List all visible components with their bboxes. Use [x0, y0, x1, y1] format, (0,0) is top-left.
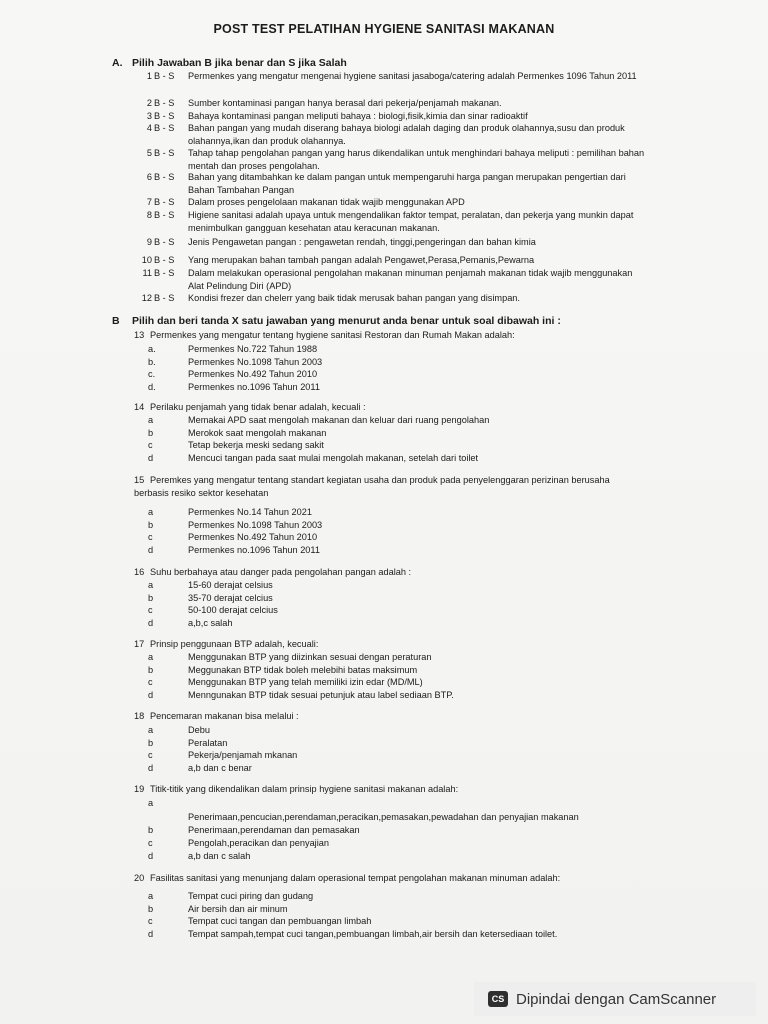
camscanner-text: Dipindai dengan CamScanner: [516, 990, 717, 1008]
option-letter: b.: [148, 356, 156, 367]
answer-option[interactable]: [148, 519, 628, 532]
answer-option[interactable]: [148, 689, 628, 702]
question-stem: [134, 566, 634, 579]
answer-option[interactable]: [148, 850, 628, 863]
option-letter: d: [148, 544, 154, 555]
option-letter: a: [148, 652, 154, 662]
option-letter: d: [148, 617, 154, 628]
option-letter: c: [148, 440, 153, 451]
option-text: Permenkes No.1098 Tahun 2003: [188, 519, 323, 530]
question-text: Peremkes yang mengatur tentang standart kegiatan usaha dan produk pada penyelenggaran perizinan berusaha berbasis resiko sektor kesehatan: [134, 475, 610, 498]
option-text: 15-60 derajat celsius: [188, 580, 273, 590]
true-false-item: [136, 70, 646, 83]
answer-option[interactable]: [148, 592, 628, 605]
option-letter: c: [148, 532, 153, 543]
answer-choice-bs: B - S: [154, 123, 175, 133]
answer-option[interactable]: [148, 797, 628, 810]
option-text: Merokok saat mengolah makanan: [188, 427, 327, 438]
true-false-item: [136, 122, 646, 147]
option-letter: d: [148, 762, 154, 773]
question-number: 16: [134, 567, 145, 577]
answer-option[interactable]: [148, 762, 628, 775]
answer-choice-bs: B - S: [154, 111, 175, 121]
question-stem: [134, 710, 634, 723]
option-text: Mencuci tangan pada saat mulai mengolah makanan, setelah dari toilet: [188, 452, 479, 463]
answer-option[interactable]: [148, 749, 628, 762]
option-letter: c: [148, 838, 153, 848]
question-stem: [134, 474, 634, 499]
option-letter: d: [148, 851, 154, 861]
item-number: 9: [146, 237, 152, 247]
true-false-item: [136, 171, 646, 196]
true-false-item: [136, 254, 646, 267]
answer-option[interactable]: [148, 664, 628, 677]
statement-text: Tahap tahap pengolahan pangan yang harus dikendalikan untuk menghindari bahaya meliputi : pemilihan bahan mentah dan proses pengolahan.: [188, 148, 645, 171]
answer-option[interactable]: [148, 651, 628, 664]
question-number: 20: [134, 873, 145, 883]
option-letter: a: [148, 580, 154, 590]
true-false-item: [136, 236, 646, 249]
answer-option[interactable]: [148, 737, 628, 750]
option-letter: d.: [148, 381, 156, 392]
option-letter: b: [148, 519, 154, 530]
option-letter: d: [148, 452, 154, 463]
option-letter: b: [148, 592, 154, 603]
question-text: Pencemaran makanan bisa melalui :: [150, 711, 299, 721]
page-title: POST TEST PELATIHAN HYGIENE SANITASI MAKANAN: [213, 22, 555, 36]
answer-option[interactable]: [148, 890, 628, 903]
section-a-title: Pilih Jawaban B jika benar dan S jika Salah: [132, 57, 347, 69]
question-number: 13: [134, 330, 145, 340]
question-number: 14: [134, 402, 145, 412]
section-b-heading: [112, 315, 561, 327]
statement-text: Permenkes yang mengatur mengenai hygiene sanitasi jasaboga/catering adalah Permenkes 1096 Tahun 2011: [188, 71, 637, 81]
question-text: Permenkes yang mengatur tentang hygiene sanitasi Restoran dan Rumah Makan adalah:: [150, 330, 515, 340]
option-text: Meggunakan BTP tidak boleh melebihi batas maksimum: [188, 664, 418, 675]
answer-option[interactable]: [148, 604, 628, 617]
answer-choice-bs: B - S: [154, 255, 175, 265]
item-number: 2: [146, 98, 152, 108]
statement-text: Dalam melakukan operasional pengolahan makanan minuman penjamah makanan tidak wajib menggunakan Alat Pelindung Diri (APD): [188, 268, 633, 291]
option-text: 50-100 derajat celcius: [188, 605, 278, 616]
item-number: 8: [146, 210, 152, 220]
option-letter: a: [148, 415, 154, 425]
option-text: Pengolah,peracikan dan penyajian: [188, 838, 329, 848]
answer-choice-bs: B - S: [154, 98, 175, 108]
answer-choice-bs: B - S: [154, 71, 175, 81]
option-text: Penerimaan,perendaman dan pemasakan: [188, 825, 360, 835]
answer-option[interactable]: [148, 531, 628, 544]
question-text: Perilaku penjamah yang tidak benar adalah, kecuali :: [150, 402, 366, 412]
answer-option[interactable]: [148, 579, 628, 592]
answer-option[interactable]: [148, 724, 628, 737]
option-letter: c: [148, 750, 153, 761]
option-text: a,b dan c benar: [188, 762, 252, 773]
option-letter: b: [148, 664, 154, 675]
statement-text: Yang merupakan bahan tambah pangan adalah Pengawet,Perasa,Pemanis,Pewarna: [188, 255, 535, 265]
answer-option[interactable]: [148, 356, 628, 369]
statement-text: Sumber kontaminasi pangan hanya berasal dari pekerja/penjamah makanan.: [188, 98, 502, 108]
answer-option[interactable]: [148, 915, 628, 928]
option-text: Memakai APD saat mengolah makanan dan keluar dari ruang pengolahan: [188, 415, 490, 425]
statement-text: Bahan yang ditambahkan ke dalam pangan untuk mempengaruhi harga pangan merupakan pengertian dari Bahan Tambahan Pangan: [188, 172, 626, 195]
option-text: Peralatan: [188, 737, 228, 748]
option-letter: c: [148, 677, 153, 688]
section-a-label: A.: [112, 57, 123, 69]
question-number: 15: [134, 475, 145, 485]
option-letter: d: [148, 928, 154, 939]
true-false-item: [136, 267, 646, 292]
item-number: 10: [141, 255, 152, 265]
item-number: 6: [146, 172, 152, 182]
answer-choice-bs: B - S: [154, 293, 175, 303]
answer-option[interactable]: [148, 368, 628, 381]
answer-option[interactable]: [148, 427, 628, 440]
question-number: 19: [134, 784, 145, 794]
statement-text: Bahaya kontaminasi pangan meliputi bahaya : biologi,fisik,kimia dan sinar radioaktif: [188, 111, 528, 121]
option-letter: a: [148, 725, 154, 735]
option-text: Permenkes No.492 Tahun 2010: [188, 369, 318, 380]
option-letter: a: [148, 798, 154, 808]
option-letter: d: [148, 689, 154, 700]
item-number: 4: [146, 123, 152, 133]
option-text: Permenkes No.14 Tahun 2021: [188, 507, 312, 517]
true-false-item: [136, 196, 646, 209]
statement-text: Bahan pangan yang mudah diserang bahaya biologi adalah daging dan produk olahannya,susu dan produk olahannya,ikan dan produk olahannya.: [188, 123, 625, 146]
option-letter: b: [148, 427, 154, 438]
option-text: Debu: [188, 725, 210, 735]
option-letter: b: [148, 825, 154, 835]
question-number: 18: [134, 711, 145, 721]
statement-text: Jenis Pengawetan pangan : pengawetan rendah, tinggi,pengeringan dan bahan kimia: [188, 237, 536, 247]
statement-text: Dalam proses pengelolaan makanan tidak wajib menggunakan APD: [188, 197, 465, 207]
question-stem: [134, 872, 634, 885]
question-stem: [134, 638, 634, 651]
answer-choice-bs: B - S: [154, 172, 175, 182]
option-text: Pekerja/penjamah mkanan: [188, 750, 298, 761]
statement-text: Higiene sanitasi adalah upaya untuk mengendalikan faktor tempat, peralatan, dan pekerja yang munkin dapat menimbulkan gangguan kesehatan atau keracunan makanan.: [188, 210, 634, 233]
option-letter: b: [148, 737, 154, 748]
item-number: 12: [141, 293, 152, 303]
option-text: Permenkes No.1098 Tahun 2003: [188, 356, 323, 367]
question-stem: [134, 783, 634, 796]
true-false-item: [136, 97, 646, 110]
true-false-item: [136, 209, 646, 234]
answer-option[interactable]: [148, 811, 628, 824]
answer-choice-bs: B - S: [154, 268, 175, 278]
question-stem: [134, 329, 634, 342]
item-number: 3: [146, 111, 152, 121]
option-text: Air bersih dan air minum: [188, 903, 288, 914]
item-number: 11: [142, 268, 152, 278]
option-text: Permenkes no.1096 Tahun 2011: [188, 544, 320, 555]
option-text: 35-70 derajat celcius: [188, 592, 273, 603]
true-false-item: [136, 147, 646, 172]
option-text: a,b dan c salah: [188, 851, 251, 861]
true-false-item: [136, 110, 646, 123]
question-number: 17: [134, 639, 145, 649]
answer-option[interactable]: [148, 837, 628, 850]
answer-option[interactable]: [148, 439, 628, 452]
question-stem: [134, 401, 634, 414]
option-text: Menngunakan BTP tidak sesuai petunjuk atau label sediaan BTP.: [188, 689, 454, 700]
answer-option[interactable]: [148, 544, 628, 557]
answer-choice-bs: B - S: [154, 237, 175, 247]
camscanner-watermark: [474, 982, 756, 1016]
item-number: 7: [146, 197, 152, 207]
answer-choice-bs: B - S: [154, 148, 175, 158]
statement-text: Kondisi frezer dan chelerr yang baik tidak merusak bahan pangan yang disimpan.: [188, 293, 520, 303]
camscanner-logo-icon: CS: [488, 991, 508, 1007]
answer-option[interactable]: [148, 381, 628, 394]
option-letter: c.: [148, 369, 156, 380]
answer-choice-bs: B - S: [154, 210, 175, 220]
section-b-label: B: [112, 315, 120, 327]
question-text: Fasilitas sanitasi yang menunjang dalam operasional tempat pengolahan makanan minuman adalah:: [150, 873, 561, 883]
option-text: a,b,c salah: [188, 617, 233, 628]
option-letter: c: [148, 916, 153, 927]
option-text: Menggunakan BTP yang diizinkan sesuai dengan peraturan: [188, 652, 432, 662]
answer-option[interactable]: [148, 452, 628, 465]
answer-option[interactable]: [148, 903, 628, 916]
answer-option[interactable]: [148, 414, 628, 427]
section-a-heading: [112, 57, 347, 69]
item-number: 5: [146, 148, 152, 158]
option-text: Tempat cuci piring dan gudang: [188, 891, 314, 901]
answer-option[interactable]: [148, 928, 628, 941]
option-text: Penerimaan,pencucian,perendaman,peracikan,pemasakan,pewadahan dan penyajian makanan: [188, 812, 579, 822]
item-number: 1: [146, 71, 152, 81]
option-letter: a: [148, 507, 154, 517]
question-text: Suhu berbahaya atau danger pada pengolahan pangan adalah :: [150, 567, 412, 577]
option-text: Tempat sampah,tempat cuci tangan,pembuangan limbah,air bersih dan ketersediaan toilet.: [188, 928, 558, 939]
option-letter: b: [148, 903, 154, 914]
answer-option[interactable]: [148, 824, 628, 837]
option-letter: a: [148, 891, 154, 901]
answer-option[interactable]: [148, 506, 628, 519]
option-letter: c: [148, 605, 153, 616]
option-text: Tempat cuci tangan dan pembuangan limbah: [188, 916, 372, 927]
answer-option[interactable]: [148, 676, 628, 689]
option-text: Permenkes No.722 Tahun 1988: [188, 344, 318, 354]
answer-option[interactable]: [148, 617, 628, 630]
true-false-item: [136, 292, 646, 305]
option-letter: a.: [148, 344, 156, 354]
answer-choice-bs: B - S: [154, 197, 175, 207]
question-text: Prinsip penggunaan BTP adalah, kecuali:: [150, 639, 319, 649]
option-text: Permenkes No.492 Tahun 2010: [188, 532, 318, 543]
answer-option[interactable]: [148, 343, 628, 356]
option-text: Permenkes no.1096 Tahun 2011: [188, 381, 320, 392]
question-text: Titik-titik yang dikendalikan dalam prinsip hygiene sanitasi makanan adalah:: [150, 784, 459, 794]
option-text: Tetap bekerja meski sedang sakit: [188, 440, 324, 451]
option-text: Menggunakan BTP yang telah memiliki izin edar (MD/ML): [188, 677, 423, 688]
section-b-title: Pilih dan beri tanda X satu jawaban yang menurut anda benar untuk soal dibawah ini :: [132, 315, 561, 327]
